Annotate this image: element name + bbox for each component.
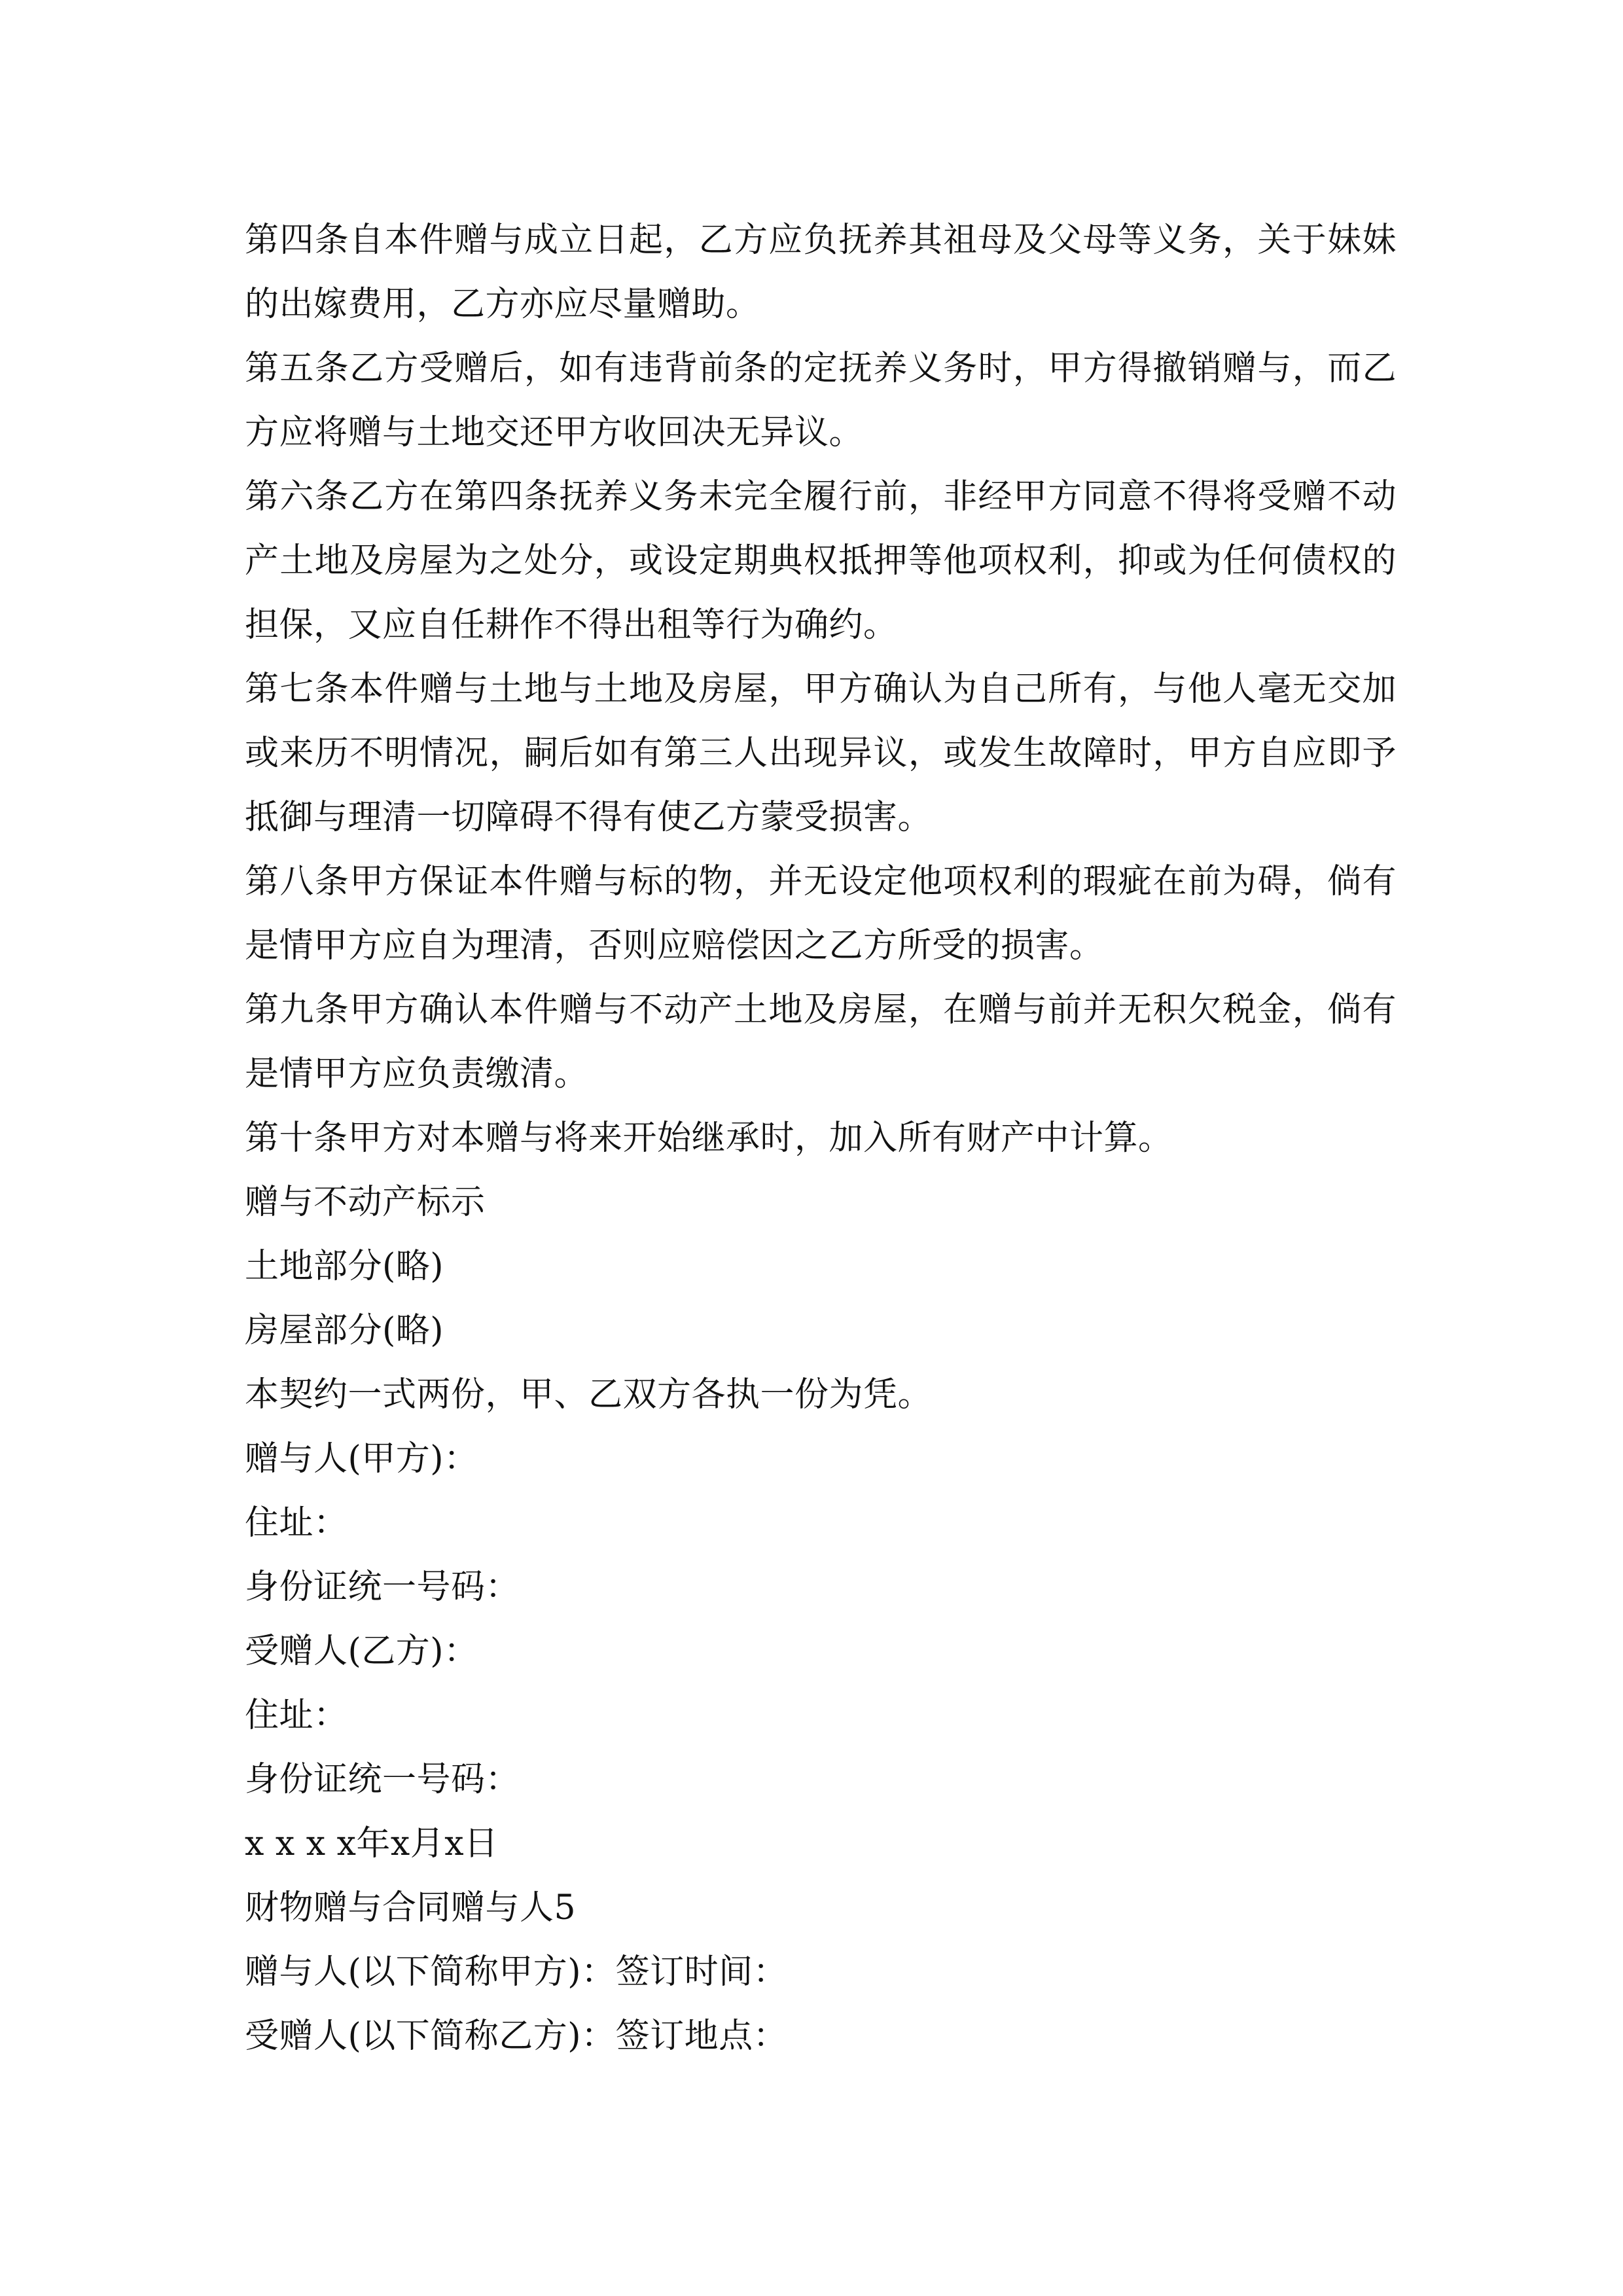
donee-sign-place-line: 受赠人(以下简称乙方)：签订地点： bbox=[245, 2017, 788, 2056]
clause-4-paragraph: 第四条自本件赠与成立日起，乙方应负抚养其祖母及父母等义务，关于妹妹的出嫁费用，乙方亦应尽量赠助。 bbox=[245, 221, 1397, 324]
donor-address-line: 住址： bbox=[245, 1503, 348, 1543]
clause-8-paragraph: 第八条甲方保证本件赠与标的物，并无设定他项权利的瑕疵在前为碍，倘有是情甲方应自为理清，否则应赔偿因之乙方所受的损害。 bbox=[245, 862, 1397, 965]
donor-id-number-line: 身份证统一号码： bbox=[245, 1568, 520, 1607]
donor-party-a-line: 赠与人(甲方)： bbox=[245, 1439, 478, 1479]
donee-party-b-line: 受赠人(乙方)： bbox=[245, 1632, 478, 1671]
clause-10-paragraph: 第十条甲方对本赠与将来开始继承时，加入所有财产中计算。 bbox=[245, 1119, 1173, 1158]
document-body bbox=[245, 208, 1397, 2068]
date-line: x x x x年x月x日 bbox=[245, 1824, 499, 1863]
clause-9-paragraph: 第九条甲方确认本件赠与不动产土地及房屋，在赠与前并无积欠税金，倘有是情甲方应负责缴清。 bbox=[245, 990, 1397, 1094]
donee-id-number-line: 身份证统一号码： bbox=[245, 1760, 520, 1799]
copies-statement: 本契约一式两份，甲、乙双方各执一份为凭。 bbox=[245, 1375, 933, 1414]
donee-address-line: 住址： bbox=[245, 1696, 348, 1735]
clause-6-paragraph: 第六条乙方在第四条抚养义务未完全履行前，非经甲方同意不得将受赠不动产土地及房屋为之处分，或设定期典权抵押等他项权利，抑或为任何债权的担保，又应自任耕作不得出租等行为确约。 bbox=[245, 477, 1397, 645]
clause-5-paragraph: 第五条乙方受赠后，如有违背前条的定抚养义务时，甲方得撤销赠与，而乙方应将赠与土地交还甲方收回决无异议。 bbox=[245, 349, 1397, 452]
section-title-5: 财物赠与合同赠与人5 bbox=[245, 1888, 577, 1928]
clause-7-paragraph: 第七条本件赠与土地与土地及房屋，甲方确认为自己所有，与他人毫无交加或来历不明情况，嗣后如有第三人出现异议，或发生故障时，甲方自应即予抵御与理清一切障碍不得有使乙方蒙受损害。 bbox=[245, 670, 1397, 837]
donor-sign-time-line: 赠与人(以下简称甲方)：签订时间： bbox=[245, 1952, 788, 1992]
house-section-line: 房屋部分(略) bbox=[245, 1311, 444, 1350]
land-section-line: 土地部分(略) bbox=[245, 1247, 444, 1286]
property-label-heading: 赠与不动产标示 bbox=[245, 1183, 486, 1222]
